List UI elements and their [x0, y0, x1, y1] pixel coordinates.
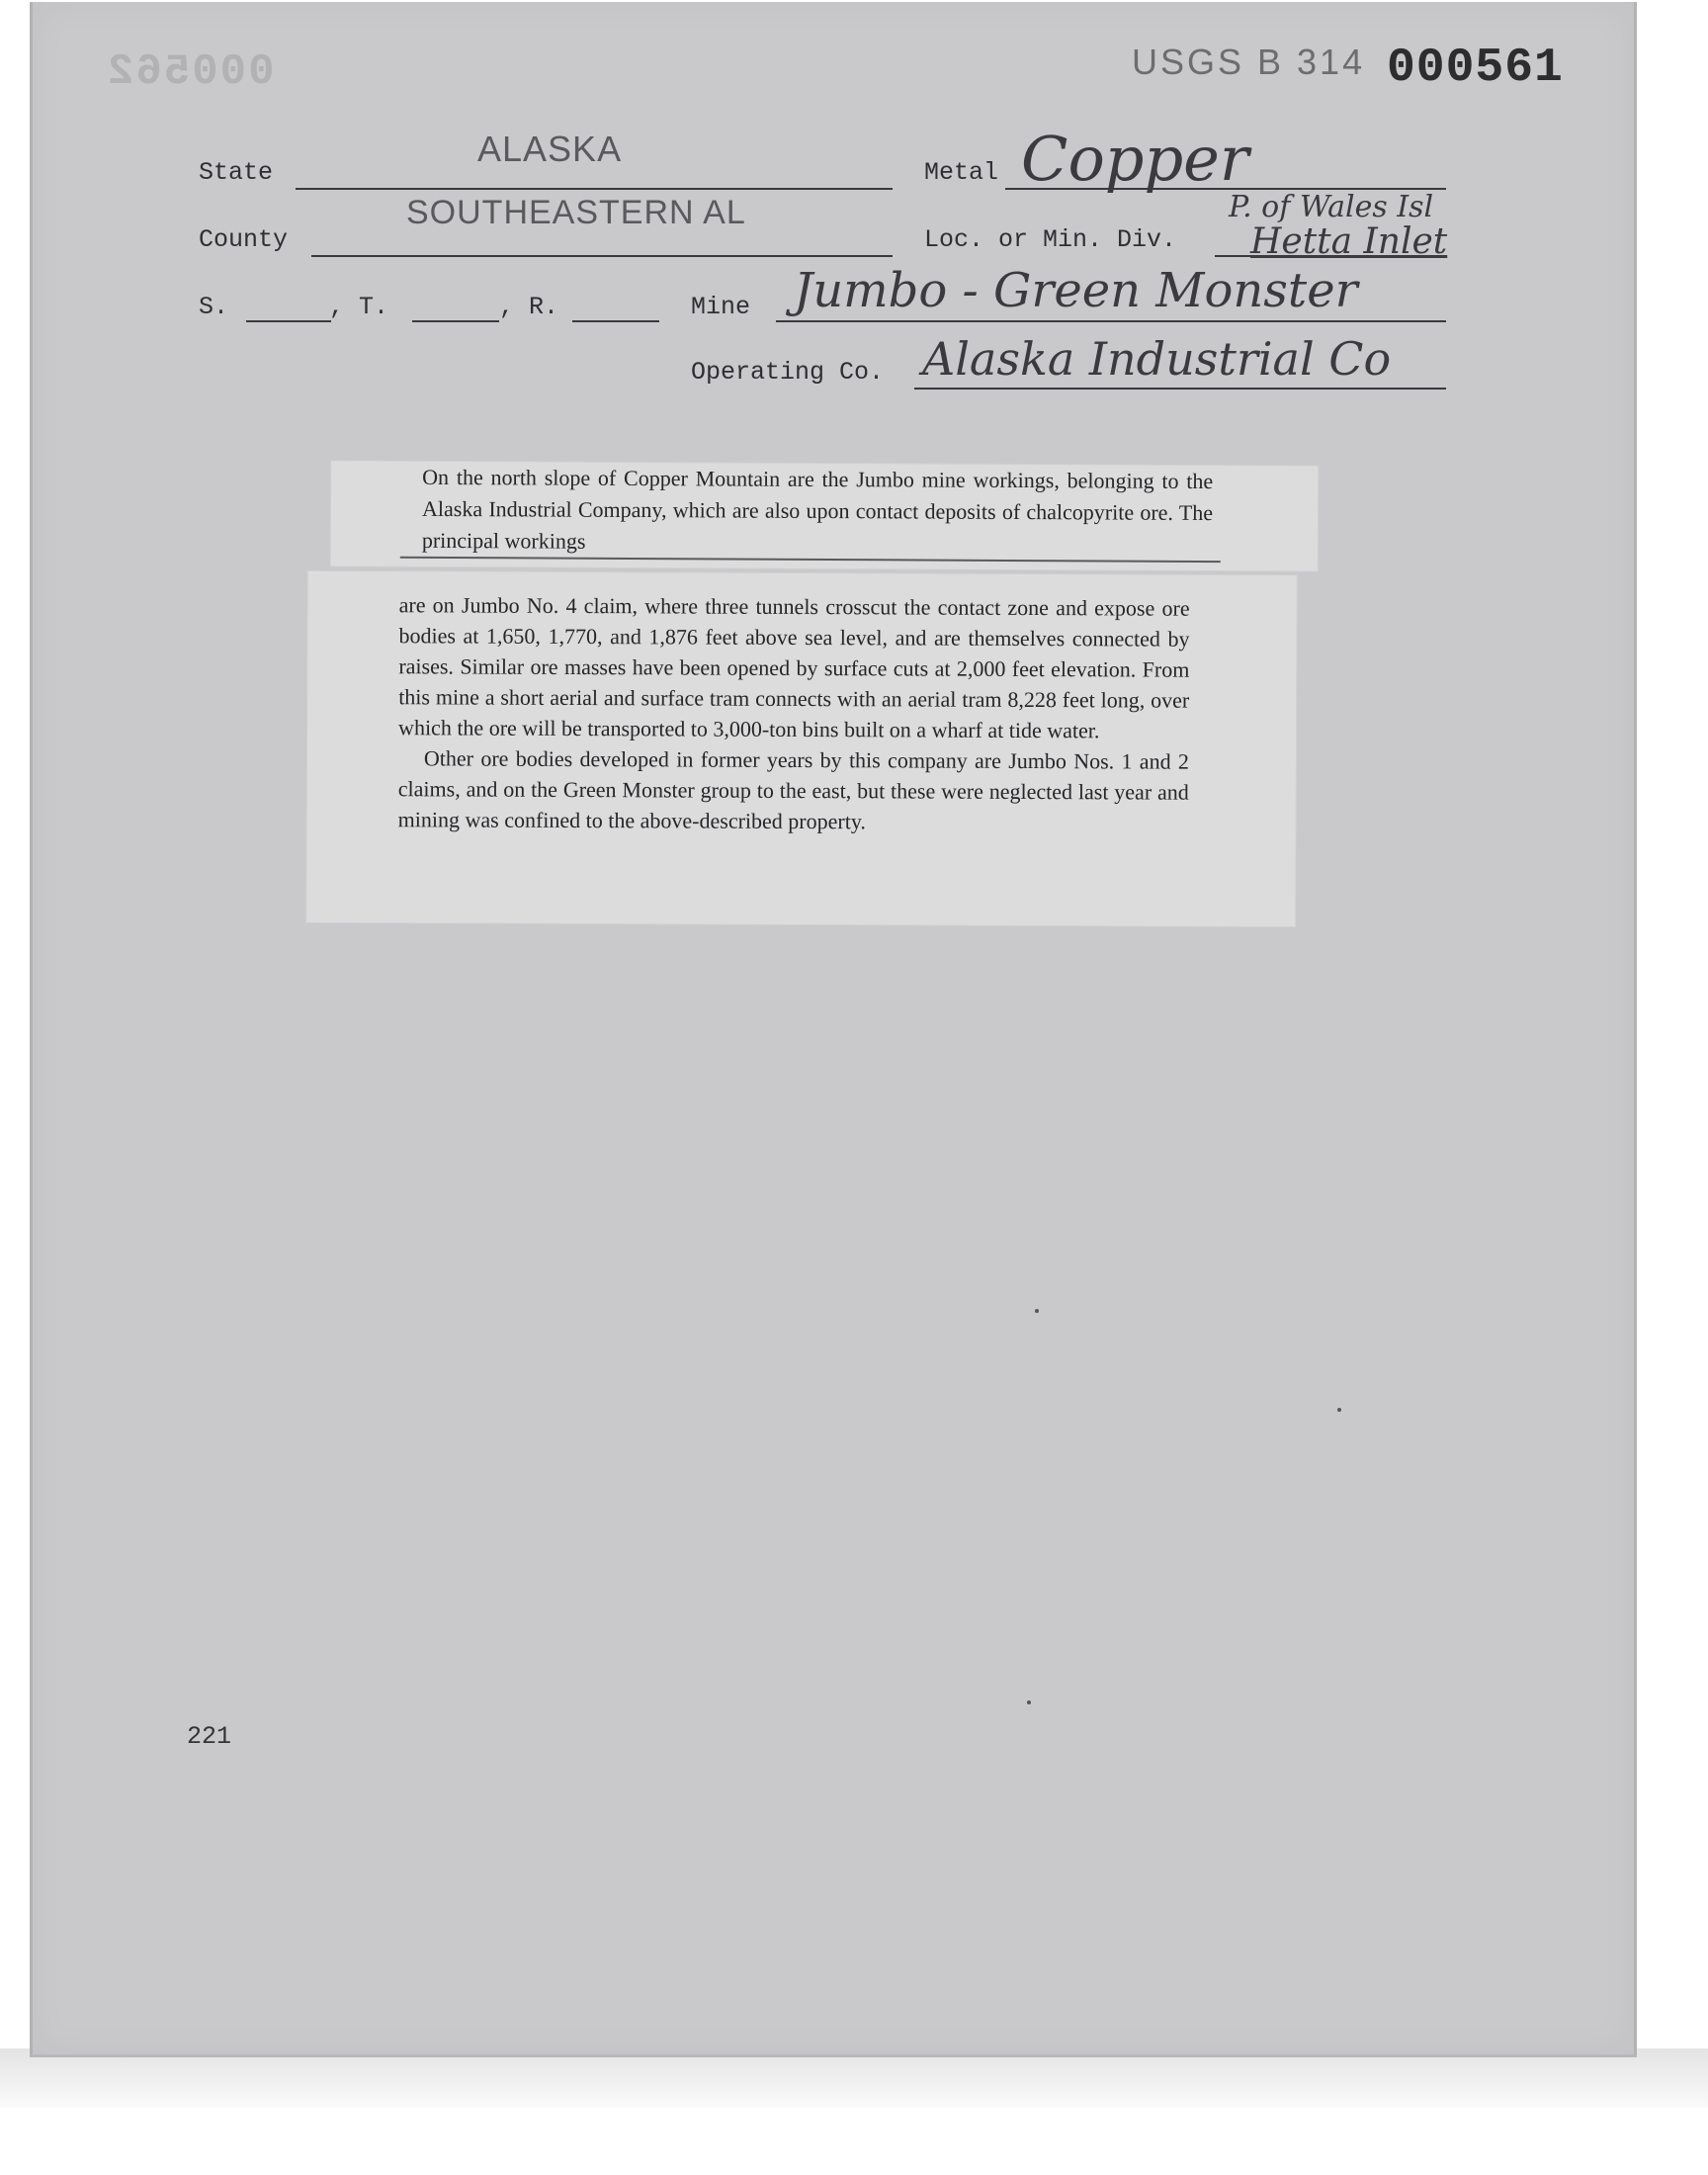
county-value: SOUTHEASTERN AL	[406, 194, 746, 231]
scan-edge	[0, 2048, 1708, 2108]
clipping-2	[306, 571, 1297, 926]
state-line	[296, 188, 893, 190]
state-value: ALASKA	[477, 129, 623, 169]
township-line	[412, 320, 499, 322]
bulletin-stamp: USGS B 314	[1132, 42, 1366, 82]
scan-speck	[1035, 1309, 1039, 1313]
mine-value: Jumbo - Green Monster	[794, 263, 1358, 318]
range-line	[572, 320, 659, 322]
loc-value-top: P. of Wales Isl	[1229, 190, 1434, 224]
section-label: S.	[199, 293, 229, 321]
scan-speck	[1337, 1408, 1341, 1412]
mine-label: Mine	[691, 293, 751, 321]
township-label: , T.	[329, 293, 389, 321]
operating-label: Operating Co.	[691, 358, 885, 387]
county-line	[311, 255, 893, 257]
loc-label: Loc. or Min. Div.	[924, 225, 1177, 254]
operating-value: Alaska Industrial Co	[922, 332, 1392, 386]
page-number: 221	[187, 1722, 232, 1751]
clipping-1-text: On the north slope of Copper Mountain are the Jumbo mine workings, belonging to the Alaska Industrial Company, which are also upon contact deposits of chalcopyrite ore. The principal workings	[421, 464, 1214, 554]
loc-value: Hetta Inlet	[1250, 221, 1448, 262]
metal-label: Metal	[924, 158, 999, 187]
county-label: County	[199, 225, 289, 254]
mine-line	[776, 320, 1446, 322]
section-line	[246, 320, 331, 322]
operating-line	[914, 388, 1446, 390]
scan-speck	[1027, 1700, 1031, 1704]
clipping-2-paragraph-2: Other ore bodies developed in former years by this company are Jumbo Nos. 1 and 2 claims, and on the Green Monster group to the east, but these were neglected last year and mining was confined to the above-described property.	[397, 745, 1190, 834]
state-label: State	[199, 158, 274, 187]
metal-value: Copper	[1021, 123, 1249, 195]
index-card	[30, 2, 1637, 2057]
clipping-2-paragraph-1: are on Jumbo No. 4 claim, where three tunnels crosscut the contact zone and expose ore bodies at 1,650, 1,770, and 1,876 feet above sea level, and are themselves connected by raises. Similar ore masses have been opened by surface cuts at 2,000 feet elevation. From this mine a short aerial and surface tram connects with an aerial tram 8,228 feet long, over which the ore will be transported to 3,000-ton bins built on a wharf at tide water.	[398, 592, 1190, 743]
record-number-stamp: 000561	[1387, 42, 1564, 95]
clipping-1	[331, 461, 1319, 570]
mirrored-stamp-number: 000562	[106, 47, 275, 97]
range-label: , R.	[499, 293, 559, 321]
